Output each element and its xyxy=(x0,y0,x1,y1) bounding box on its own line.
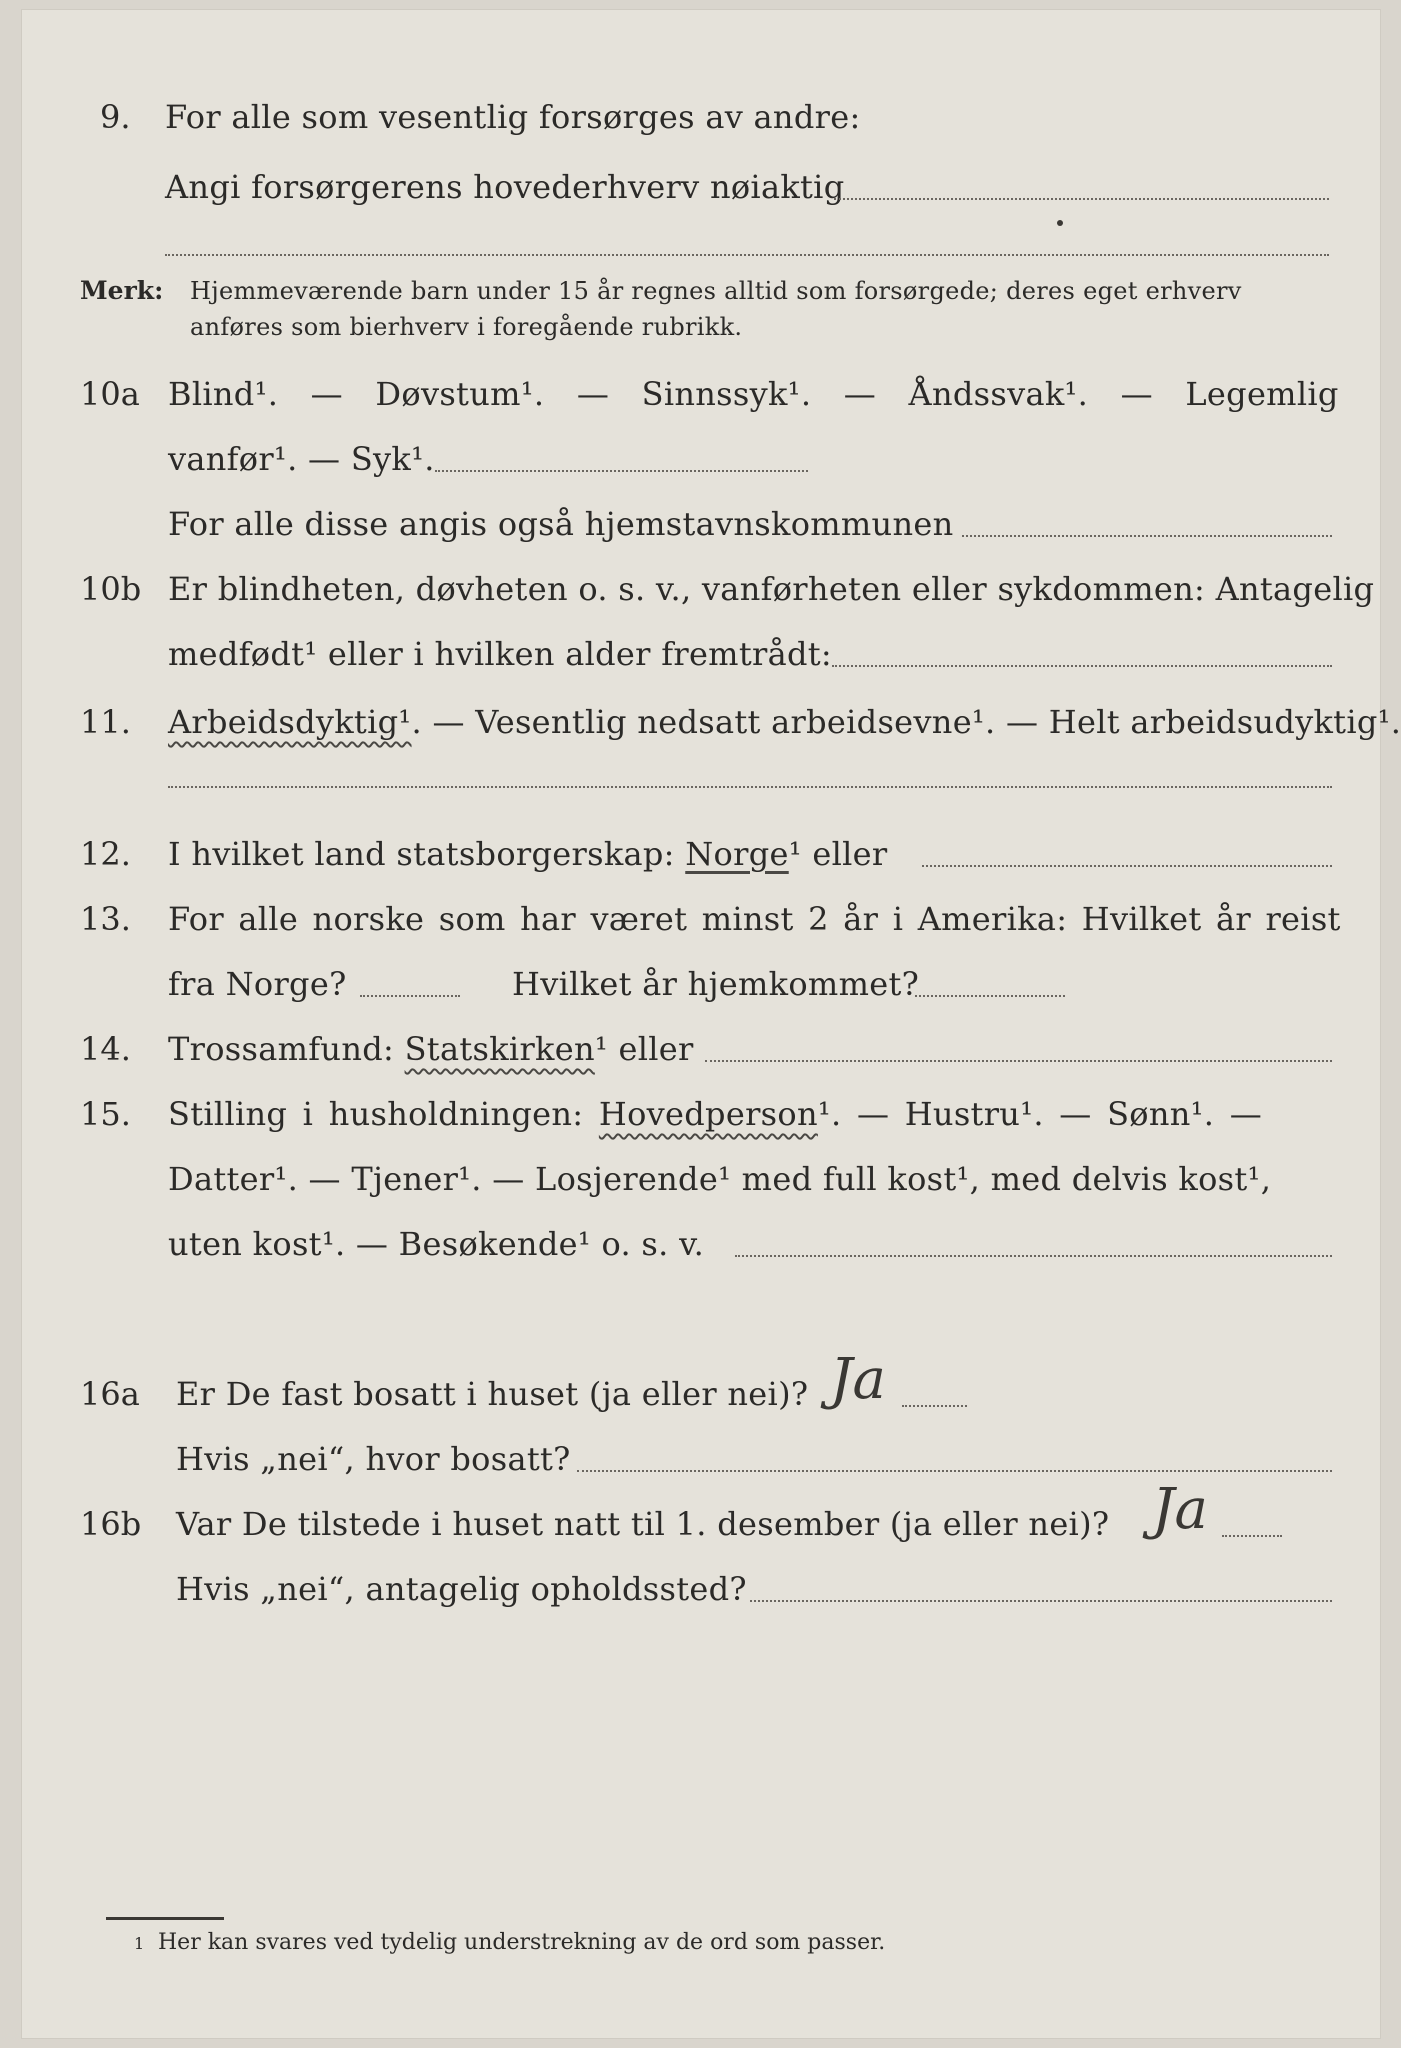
q10a-line1: Blind¹. — Døvstum¹. — Sinnssyk¹. — Åndssvak¹. — Legemlig xyxy=(168,375,1339,413)
merk-line2: anføres som bierhverv i foregående rubrikk. xyxy=(190,313,743,341)
q12-number: 12. xyxy=(80,835,131,873)
q10b-line1: Er blindheten, døvheten o. s. v., vanførheten eller sykdommen: Antagelig xyxy=(168,570,1375,608)
q15-number: 15. xyxy=(80,1095,131,1133)
q10a-line3: For alle disse angis også hjemstavnskommunen xyxy=(168,505,954,543)
q16b-handwritten-answer: Ja xyxy=(1152,1477,1208,1542)
q15-post[interactable]: ¹. — Hustru¹. — Sønn¹. — xyxy=(817,1095,1263,1133)
q16b-line2: Hvis „nei“, antagelig opholdssted? xyxy=(176,1570,747,1608)
q11-other-options[interactable]: . — Vesentlig nedsatt arbeidsevne¹. — Helt arbeidsudyktig¹. xyxy=(411,703,1401,741)
q9-number: 9. xyxy=(100,98,131,136)
q14-selected-option[interactable]: Statskirken xyxy=(404,1030,595,1068)
q14-post: ¹ eller xyxy=(594,1030,694,1068)
q12-answer-line[interactable] xyxy=(922,865,1332,867)
q13-departure-year-line[interactable] xyxy=(360,995,460,997)
census-form-page xyxy=(22,10,1401,2038)
q14-pre: Trossamfund: xyxy=(168,1030,405,1068)
footnote-rule xyxy=(106,1917,224,1920)
q15-line2[interactable]: Datter¹. — Tjener¹. — Losjerende¹ med full kost¹, med delvis kost¹, xyxy=(168,1160,1272,1198)
q10b-answer-line[interactable] xyxy=(832,665,1332,667)
footnote-marker: 1 xyxy=(134,1934,145,1953)
q16a-line2: Hvis „nei“, hvor bosatt? xyxy=(176,1440,571,1478)
q15-line3[interactable]: uten kost¹. — Besøkende¹ o. s. v. xyxy=(168,1225,705,1263)
q12-post: ¹ eller xyxy=(788,835,888,873)
q16b-number: 16b xyxy=(80,1505,142,1543)
q15-selected-option[interactable]: Hovedperson xyxy=(598,1095,818,1133)
q11-options xyxy=(168,703,1401,741)
q10a-line2: vanfør¹. — Syk¹. xyxy=(168,440,435,478)
q10b-number: 10b xyxy=(80,570,142,608)
q10a-hometown-line[interactable] xyxy=(962,535,1332,537)
q16b-location-line[interactable] xyxy=(750,1600,1332,1602)
q13-number: 13. xyxy=(80,900,131,938)
q14-question xyxy=(168,1030,694,1068)
q13-line2a: fra Norge? xyxy=(168,965,347,1003)
q16b-answer-line[interactable] xyxy=(1222,1535,1282,1537)
q14-answer-line[interactable] xyxy=(705,1060,1332,1062)
q13-line1: For alle norske som har været minst 2 år i Amerika: Hvilket år reist xyxy=(168,900,1341,938)
q10b-line2: medfødt¹ eller i hvilken alder fremtrådt: xyxy=(168,635,832,673)
q16a-number: 16a xyxy=(80,1375,140,1413)
footnote-text: Her kan svares ved tydelig understrekning av de ord som passer. xyxy=(158,1930,886,1955)
q10a-answer-line[interactable] xyxy=(435,470,808,472)
q14-number: 14. xyxy=(80,1030,131,1068)
merk-label: Merk: xyxy=(80,276,164,305)
q15-answer-line[interactable] xyxy=(735,1255,1332,1257)
q15-pre: Stilling i husholdningen: xyxy=(168,1095,599,1133)
q16a-residence-line[interactable] xyxy=(577,1470,1332,1472)
q11-answer-line[interactable] xyxy=(168,786,1332,788)
q9-line2: Angi forsørgerens hovederhverv nøiaktig xyxy=(165,168,845,206)
q9-line1: For alle som vesentlig forsørges av andre: xyxy=(165,98,861,136)
q12-selected-option[interactable]: Norge xyxy=(685,835,789,873)
q16a-handwritten-answer: Ja xyxy=(830,1347,886,1412)
ink-dot xyxy=(1057,220,1063,226)
q15-line1 xyxy=(168,1095,1262,1133)
q16a-answer-line[interactable] xyxy=(902,1405,967,1407)
merk-line1: Hjemmeværende barn under 15 år regnes alltid som forsørgede; deres eget erhverv xyxy=(190,277,1242,305)
q13-return-year-line[interactable] xyxy=(915,995,1065,997)
q12-pre: I hvilket land statsborgerskap: xyxy=(168,835,686,873)
q11-number: 11. xyxy=(80,703,131,741)
q11-selected-option[interactable]: Arbeidsdyktig¹ xyxy=(168,703,412,741)
q9-answer-line-2[interactable] xyxy=(165,254,1329,256)
q16b-line1: Var De tilstede i huset natt til 1. desember (ja eller nei)? xyxy=(176,1505,1110,1543)
q12-question xyxy=(168,835,887,873)
q16a-line1: Er De fast bosatt i huset (ja eller nei)? xyxy=(176,1375,809,1413)
q9-answer-line[interactable] xyxy=(834,198,1329,200)
q13-line2b: Hvilket år hjemkommet? xyxy=(512,965,920,1003)
q10a-number: 10a xyxy=(80,375,140,413)
